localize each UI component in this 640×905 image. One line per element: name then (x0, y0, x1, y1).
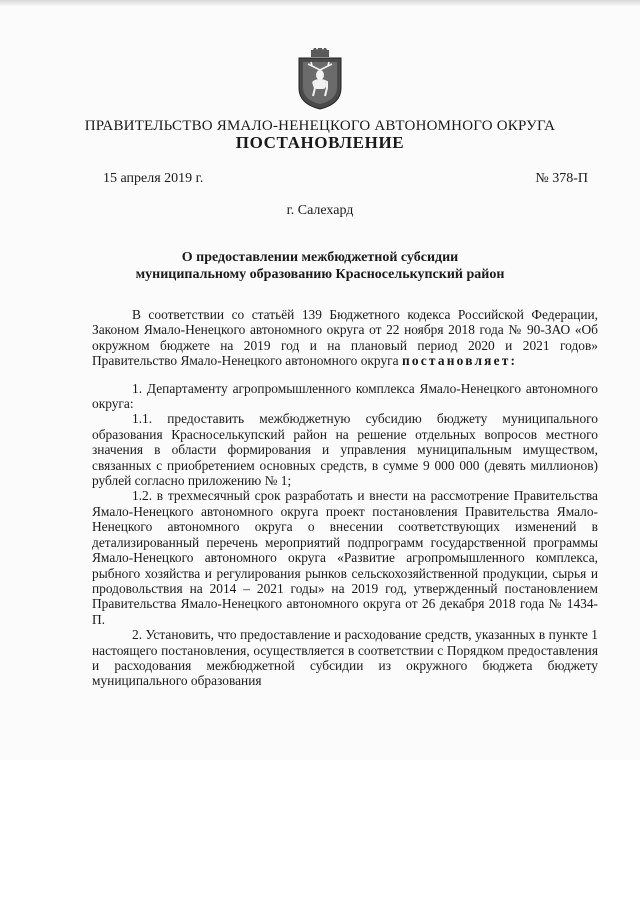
subject-line: О предоставлении межбюджетной субсидии (181, 250, 459, 265)
blank-area (0, 760, 640, 905)
decree-number: № 378-П (535, 171, 588, 186)
subject-line: муниципальному образованию Красноселькупский район (135, 267, 505, 282)
preamble-paragraph (92, 307, 598, 369)
paragraph-1-2: 1.2. в трехмесячный срок разработать и внести на рассмотрение Правительства Ямало-Ненецкого автономного округа проект постановления Правительства Ямало-Ненецкого автономного округа о внесении соответствующих изменений в детализированный перечень мероприятий подпрограмм государственной программы Ямало-Ненецкого автономного округа «Развитие агропромышленного комплекса, рыбного хозяйства и регулирования рынков сельскохозяйственной продукции, сырья и продовольствия на 2014 – 2021 годы» на 2019 год, утвержденный постановлением Правительства Ямало-Ненецкого автономного округа от 26 декабря 2018 года № 1434-П. (92, 488, 598, 627)
decree-date: 15 апреля 2019 г. (103, 171, 204, 186)
government-name: ПРАВИТЕЛЬСТВО ЯМАЛО-НЕНЕЦКОГО АВТОНОМНОГО ОКРУГА (84, 118, 556, 134)
decree-subject (0, 249, 640, 283)
decree-word: постановляет: (401, 353, 518, 369)
coat-of-arms-icon (297, 48, 343, 110)
decree-body (92, 307, 598, 689)
paragraph-1: 1. Департаменту агропромышленного комплекса Ямало-Ненецкого автономного округа: (92, 380, 598, 412)
decree-city: г. Салехард (286, 203, 354, 218)
scan-top-edge (0, 0, 640, 6)
preamble-text: В соответствии со статьёй 139 Бюджетного кодекса Российской Федерации, Законом Ямало-Ненецкого автономного округа от 22 ноября 2018 года № 90-ЗАО «Об окружном бюджете на 2019 год и на плановый период 2020 и 2021 годов» Правительство Ямало-Ненецкого автономного округа (92, 307, 598, 369)
paragraph-2: 2. Установить, что предоставление и расходование средств, указанных в пункте 1 настоящего постановления, осуществляется в соответствии с Порядком предоставления и расходования межбюджетной субсидии из окружного бюджета бюджету муниципального образования (92, 627, 598, 689)
paragraph-1-1: 1.1. предоставить межбюджетную субсидию бюджету муниципального образования Красноселькупский район на решение отдельных вопросов местного значения в области формирования и управления муниципальным имуществом, связанных с приобретением основных средств, в сумме 9 000 000 (девять миллионов) рублей согласно приложению № 1; (92, 411, 598, 489)
document-type: ПОСТАНОВЛЕНИЕ (235, 133, 405, 152)
